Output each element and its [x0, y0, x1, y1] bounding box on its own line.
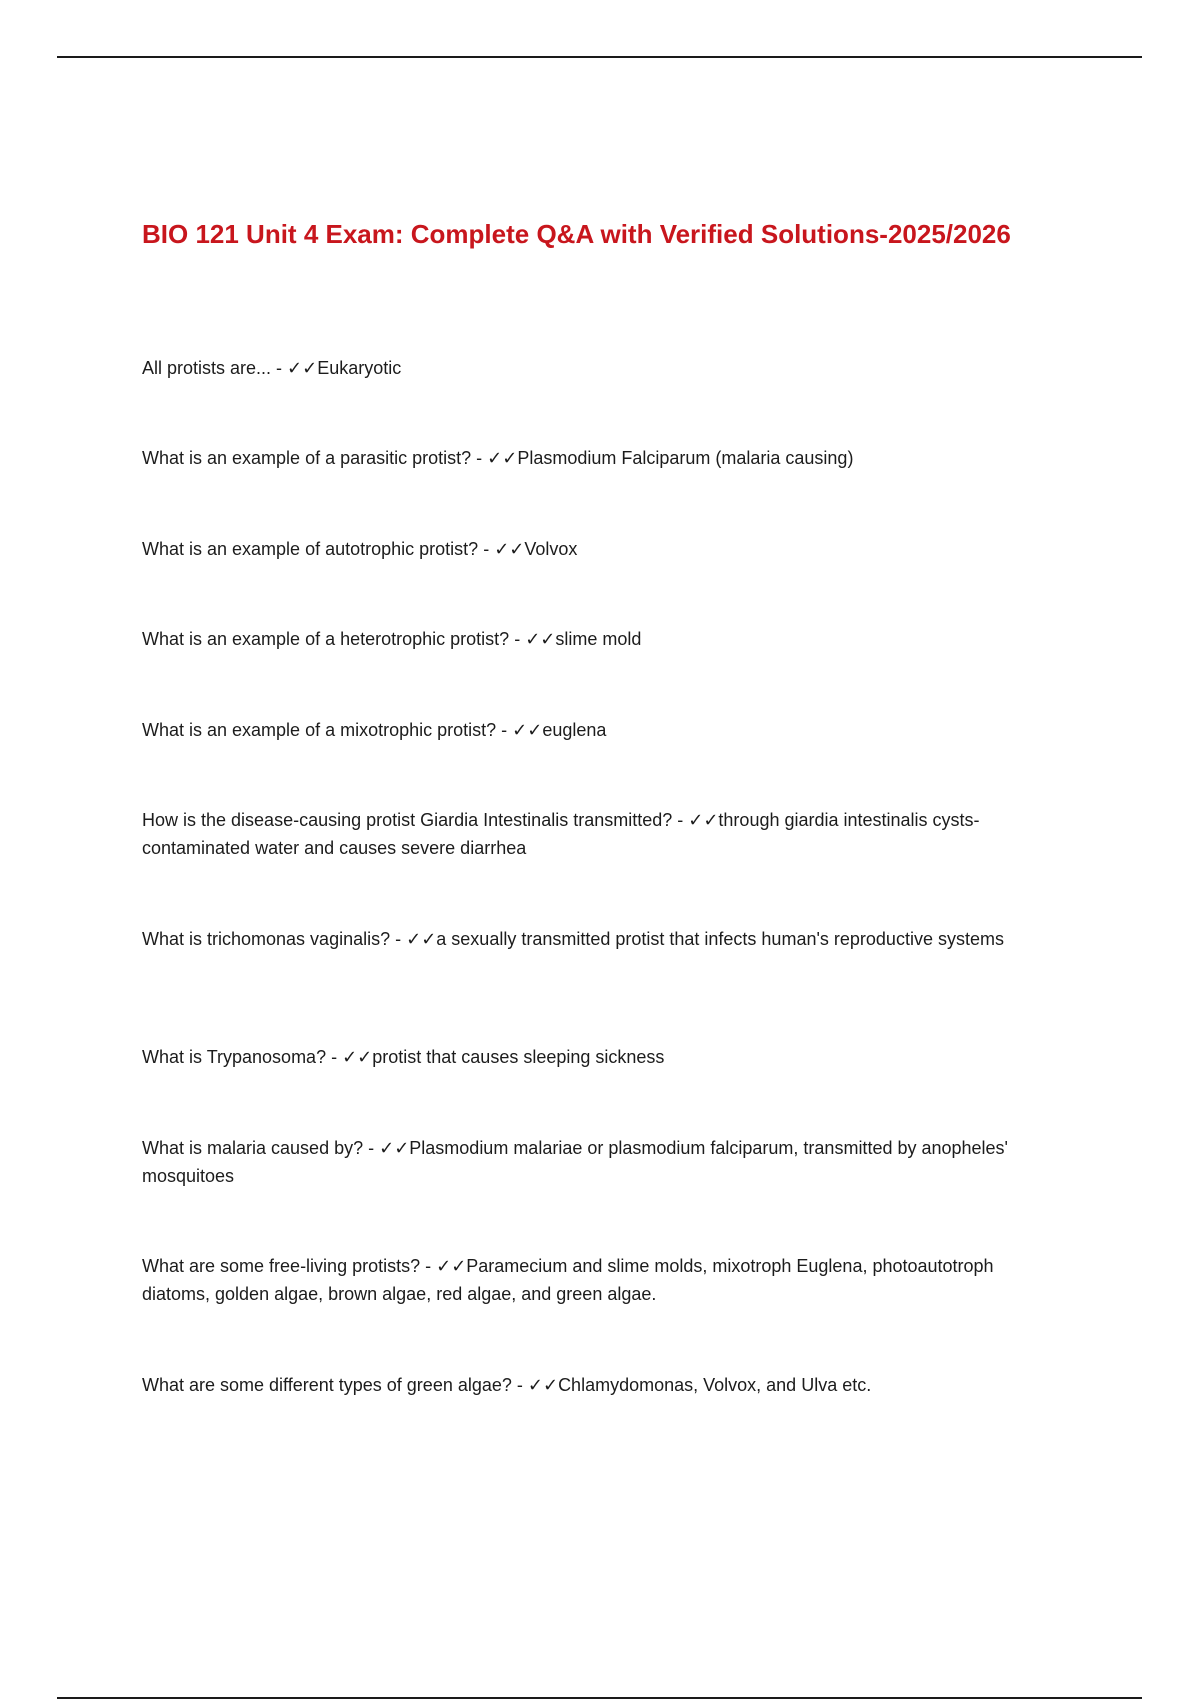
check-icon: ✓✓ — [342, 1047, 373, 1067]
question-text: How is the disease-causing protist Giardia Intestinalis transmitted? — [142, 810, 673, 830]
answer-text: Plasmodium Falciparum (malaria causing) — [517, 448, 854, 468]
check-icon: ✓✓ — [406, 929, 437, 949]
question-text: What is an example of a mixotrophic protist? — [142, 720, 497, 740]
answer-text: protist that causes sleeping sickness — [372, 1047, 665, 1067]
separator: - — [672, 810, 689, 830]
answer-text: Chlamydomonas, Volvox, and Ulva etc. — [558, 1375, 872, 1395]
separator: - — [363, 1138, 380, 1158]
check-icon: ✓✓ — [287, 358, 318, 378]
qa-item — [142, 716, 1042, 744]
check-icon: ✓✓ — [525, 629, 556, 649]
document-title: BIO 121 Unit 4 Exam: Complete Q&A with Verified Solutions-2025/2026 — [142, 219, 1011, 249]
question-text: What is malaria caused by? — [142, 1138, 364, 1158]
answer-text: Volvox — [524, 539, 578, 559]
question-text: What are some different types of green algae? — [142, 1375, 512, 1395]
answer-text: Eukaryotic — [317, 358, 402, 378]
qa-item — [142, 1252, 1042, 1308]
separator: - — [471, 448, 488, 468]
separator: - — [509, 629, 526, 649]
question-text: What is an example of autotrophic protist? — [142, 539, 479, 559]
answer-text: a sexually transmitted protist that infects human's reproductive systems — [436, 929, 1004, 949]
check-icon: ✓✓ — [436, 1256, 467, 1276]
separator: - — [496, 720, 513, 740]
answer-text: Paramecium and slime molds, mixotroph Euglena, photoautotroph diatoms, golden algae, brown algae, red algae, and green algae. — [142, 1256, 994, 1304]
check-icon: ✓✓ — [512, 720, 543, 740]
qa-item — [142, 444, 1042, 472]
separator: - — [271, 358, 288, 378]
check-icon: ✓✓ — [688, 810, 719, 830]
answer-text: through giardia intestinalis cysts-contaminated water and causes severe diarrhea — [142, 810, 980, 858]
qa-item — [142, 925, 1042, 953]
check-icon: ✓✓ — [494, 539, 525, 559]
qa-item — [142, 354, 1042, 382]
question-text: What is an example of a heterotrophic protist? — [142, 629, 510, 649]
qa-item — [142, 806, 1042, 862]
check-icon: ✓✓ — [527, 1375, 559, 1395]
question-text: What is trichomonas vaginalis? — [142, 929, 391, 949]
separator: - — [326, 1047, 343, 1067]
qa-item — [142, 535, 1042, 563]
separator: - — [478, 539, 495, 559]
qa-item — [142, 1134, 1042, 1190]
check-icon: ✓✓ — [487, 448, 518, 468]
answer-text: slime mold — [555, 629, 642, 649]
top-rule — [57, 56, 1142, 58]
question-text: All protists are... — [142, 358, 272, 378]
question-text: What is an example of a parasitic protist? — [142, 448, 472, 468]
check-icon: ✓✓ — [379, 1138, 410, 1158]
qa-item — [142, 625, 1042, 653]
qa-item — [142, 1043, 1042, 1071]
answer-text: euglena — [542, 720, 607, 740]
separator: - — [390, 929, 407, 949]
separator: - — [420, 1256, 437, 1276]
answer-text: Plasmodium malariae or plasmodium falciparum, transmitted by anopheles' mosquitoes — [142, 1138, 1008, 1186]
qa-item — [142, 1371, 1042, 1399]
question-text: What are some free-living protists? — [142, 1256, 421, 1276]
question-text: What is Trypanosoma? — [142, 1047, 327, 1067]
separator: - — [511, 1375, 528, 1395]
bottom-rule — [57, 1697, 1142, 1699]
